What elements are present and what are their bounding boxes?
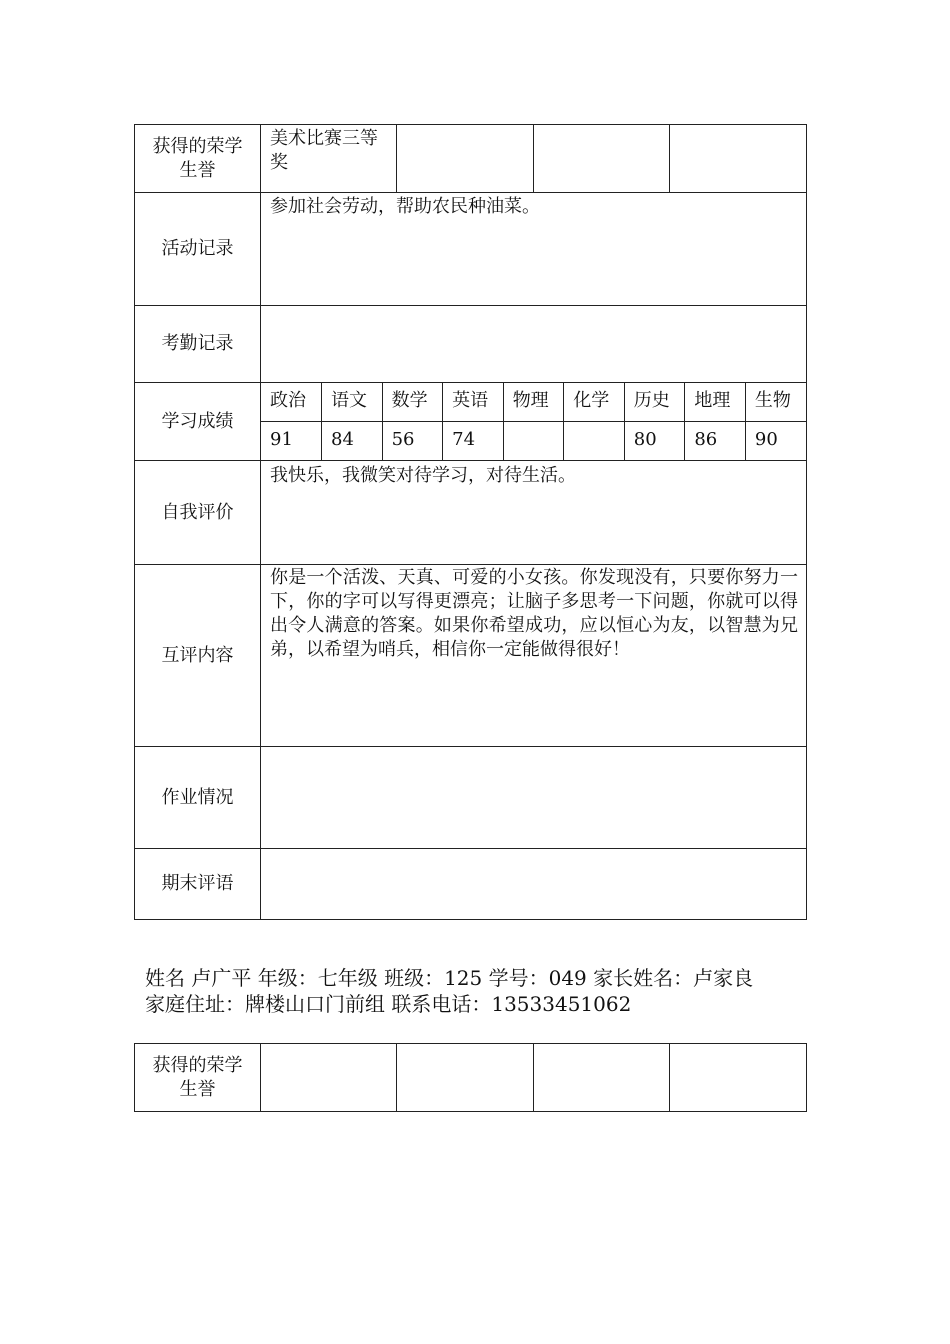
peer-eval-label: 互评内容: [135, 565, 261, 747]
subject-header: 历史: [624, 383, 685, 421]
grades-label: 学习成绩: [135, 383, 261, 461]
honor-row: [135, 125, 807, 193]
subject-header: 英语: [443, 383, 504, 421]
attendance-label: 考勤记录: [135, 306, 261, 383]
honor-label: 获得的荣学生誉: [135, 125, 261, 193]
peer-eval-text: 你是一个活泼、天真、可爱的小女孩。你发现没有，只要你努力一下，你的字可以写得更漂亮；让脑子多思考一下问题，你就可以得出令人满意的答案。如果你希望成功，应以恒心为友，以智慧为兄弟，以希望为哨兵，相信你一定能做得很好！: [261, 565, 807, 747]
homework-text: [261, 747, 807, 849]
final-comment-text: [261, 849, 807, 920]
student-info-line: 姓名 卢广平 年级：七年级 班级：125 学号：049 家长姓名：卢家良: [145, 966, 754, 990]
self-eval-text: 我快乐，我微笑对待学习，对待生活。: [261, 461, 807, 565]
score-cell: [564, 421, 625, 460]
subject-header: 语文: [322, 383, 383, 421]
honor-cell: [397, 125, 534, 193]
score-cell: 90: [745, 421, 806, 460]
subject-header: 政治: [261, 383, 322, 421]
self-eval-label: 自我评价: [135, 461, 261, 565]
score-cell: 86: [685, 421, 746, 460]
final-comment-row: [135, 849, 807, 920]
score-cell: 74: [443, 421, 504, 460]
peer-eval-row: [135, 565, 807, 747]
final-comment-label: 期末评语: [135, 849, 261, 920]
subject-header: 地理: [685, 383, 746, 421]
grades-row: [135, 383, 807, 461]
student-info: [145, 965, 825, 1017]
score-cell: 91: [261, 421, 322, 460]
homework-row: [135, 747, 807, 849]
activity-label: 活动记录: [135, 193, 261, 306]
evaluation-form-2: [134, 1043, 807, 1112]
honor-cell: [261, 1044, 397, 1112]
self-eval-row: [135, 461, 807, 565]
honor-cell: 美术比赛三等奖: [261, 125, 397, 193]
honor-cell: [534, 1044, 670, 1112]
honor-cell: [534, 125, 670, 193]
score-cell: 80: [624, 421, 685, 460]
student-info-line: 家庭住址：牌楼山口门前组 联系电话：13533451062: [145, 992, 632, 1016]
honor-cell: [397, 1044, 534, 1112]
grades-cell: [261, 383, 807, 461]
attendance-text: [261, 306, 807, 383]
honor-cell: [670, 1044, 807, 1112]
score-cell: 56: [382, 421, 443, 460]
subject-header: 物理: [503, 383, 564, 421]
honor-label: 获得的荣学生誉: [135, 1044, 261, 1112]
evaluation-form: [134, 124, 807, 920]
subject-header: 数学: [382, 383, 443, 421]
activity-text: 参加社会劳动，帮助农民种油菜。: [261, 193, 807, 306]
score-cell: 84: [322, 421, 383, 460]
scores-row: [261, 421, 806, 460]
score-cell: [503, 421, 564, 460]
honor-cell: [670, 125, 807, 193]
grades-table: [261, 383, 806, 460]
honor-row: [135, 1044, 807, 1112]
activity-row: [135, 193, 807, 306]
subjects-row: [261, 383, 806, 421]
subject-header: 化学: [564, 383, 625, 421]
homework-label: 作业情况: [135, 747, 261, 849]
subject-header: 生物: [745, 383, 806, 421]
attendance-row: [135, 306, 807, 383]
